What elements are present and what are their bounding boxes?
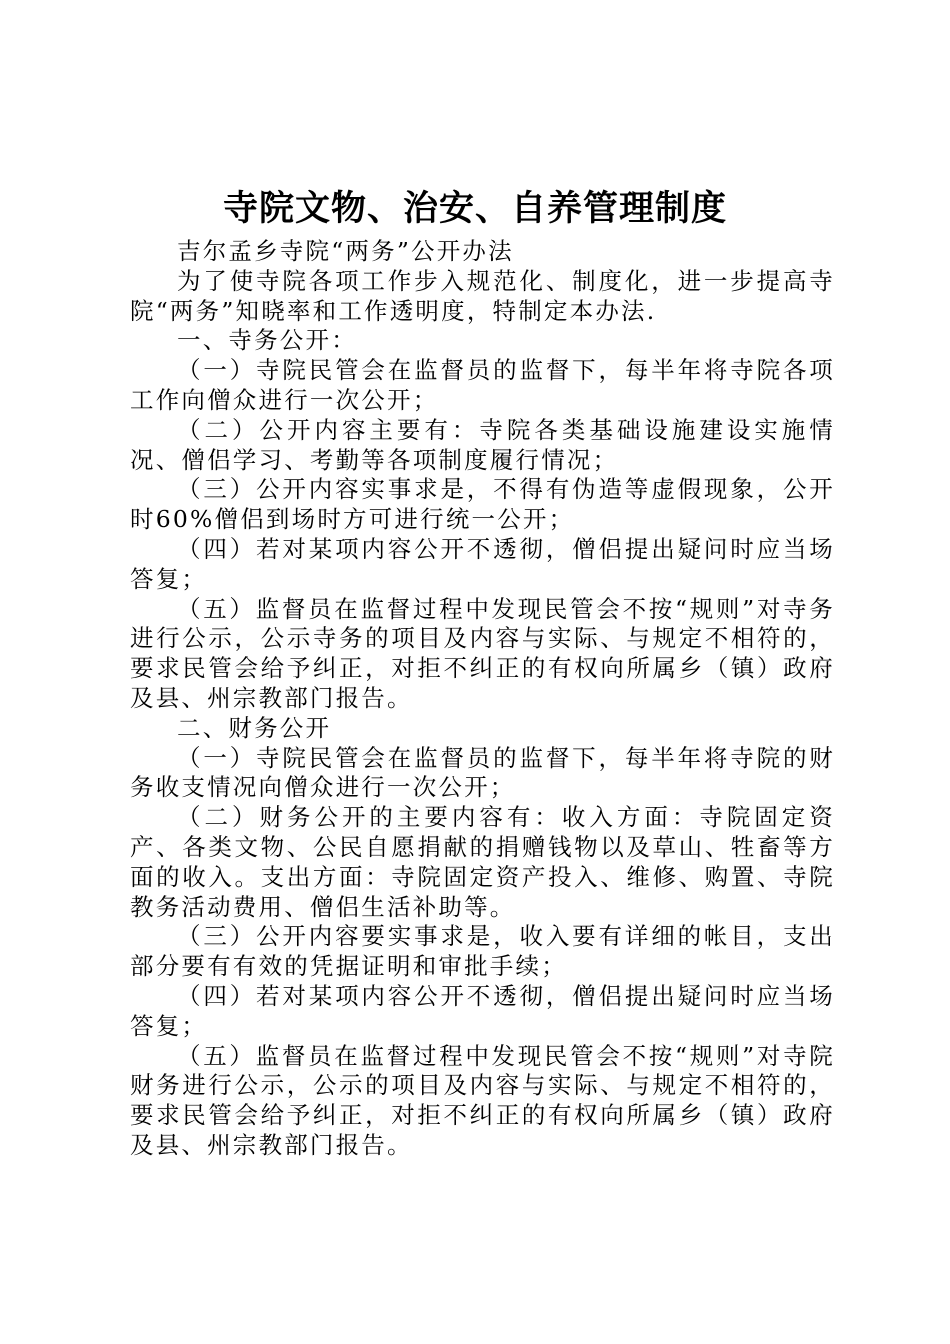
paragraph: （五）监督员在监督过程中发现民管会不按“规则”对寺务进行公示，公示寺务的项目及内容与实际、与规定不相符的，要求民管会给予纠正，对拒不纠正的有权向所属乡（镇）政府及县、州宗教部门报告。 bbox=[130, 594, 835, 712]
section-heading-temple-affairs: 一、寺务公开： bbox=[177, 326, 357, 355]
paragraph: （一）寺院民管会在监督员的监督下，每半年将寺院各项工作向僧众进行一次公开； bbox=[130, 356, 835, 414]
paragraph: （四）若对某项内容公开不透彻，僧侣提出疑问时应当场答复； bbox=[130, 981, 835, 1040]
paragraph: （二）财务公开的主要内容有：收入方面：寺院固定资产、各类文物、公民自愿捐献的捐赠钱物以及草山、牲畜等方面的收入。支出方面：寺院固定资产投入、维修、购置、寺院教务活动费用、僧侣生活补助等。 bbox=[130, 803, 835, 921]
paragraph: （一）寺院民管会在监督员的监督下，每半年将寺院的财务收支情况向僧众进行一次公开； bbox=[130, 743, 835, 802]
paragraph: （五）监督员在监督过程中发现民管会不按“规则”对寺院财务进行公示，公示的项目及内容与实际、与规定不相符的，要求民管会给予纠正，对拒不纠正的有权向所属乡（镇）政府及县、州宗教部门报告。 bbox=[130, 1041, 835, 1159]
document-subtitle: 吉尔孟乡寺院“两务”公开办法 bbox=[177, 237, 514, 265]
paragraph: （四）若对某项内容公开不透彻，僧侣提出疑问时应当场答复； bbox=[130, 534, 835, 593]
paragraph: （三）公开内容实事求是，不得有伪造等虚假现象，公开时60%僧侣到场时方可进行统一公开； bbox=[130, 475, 835, 534]
paragraph: （二）公开内容主要有：寺院各类基础设施建设实施情况、僧侣学习、考勤等各项制度履行情况； bbox=[130, 415, 835, 474]
paragraph-intro: 为了使寺院各项工作步入规范化、制度化，进一步提高寺院“两务”知晓率和工作透明度，特制定本办法. bbox=[130, 266, 835, 325]
document-title: 寺院文物、治安、自养管理制度 bbox=[222, 188, 727, 229]
paragraph: （三）公开内容要实事求是，收入要有详细的帐目，支出部分要有有效的凭据证明和审批手续； bbox=[130, 922, 835, 981]
section-heading-finance: 二、财务公开 bbox=[177, 713, 332, 742]
document-body bbox=[130, 237, 835, 1161]
